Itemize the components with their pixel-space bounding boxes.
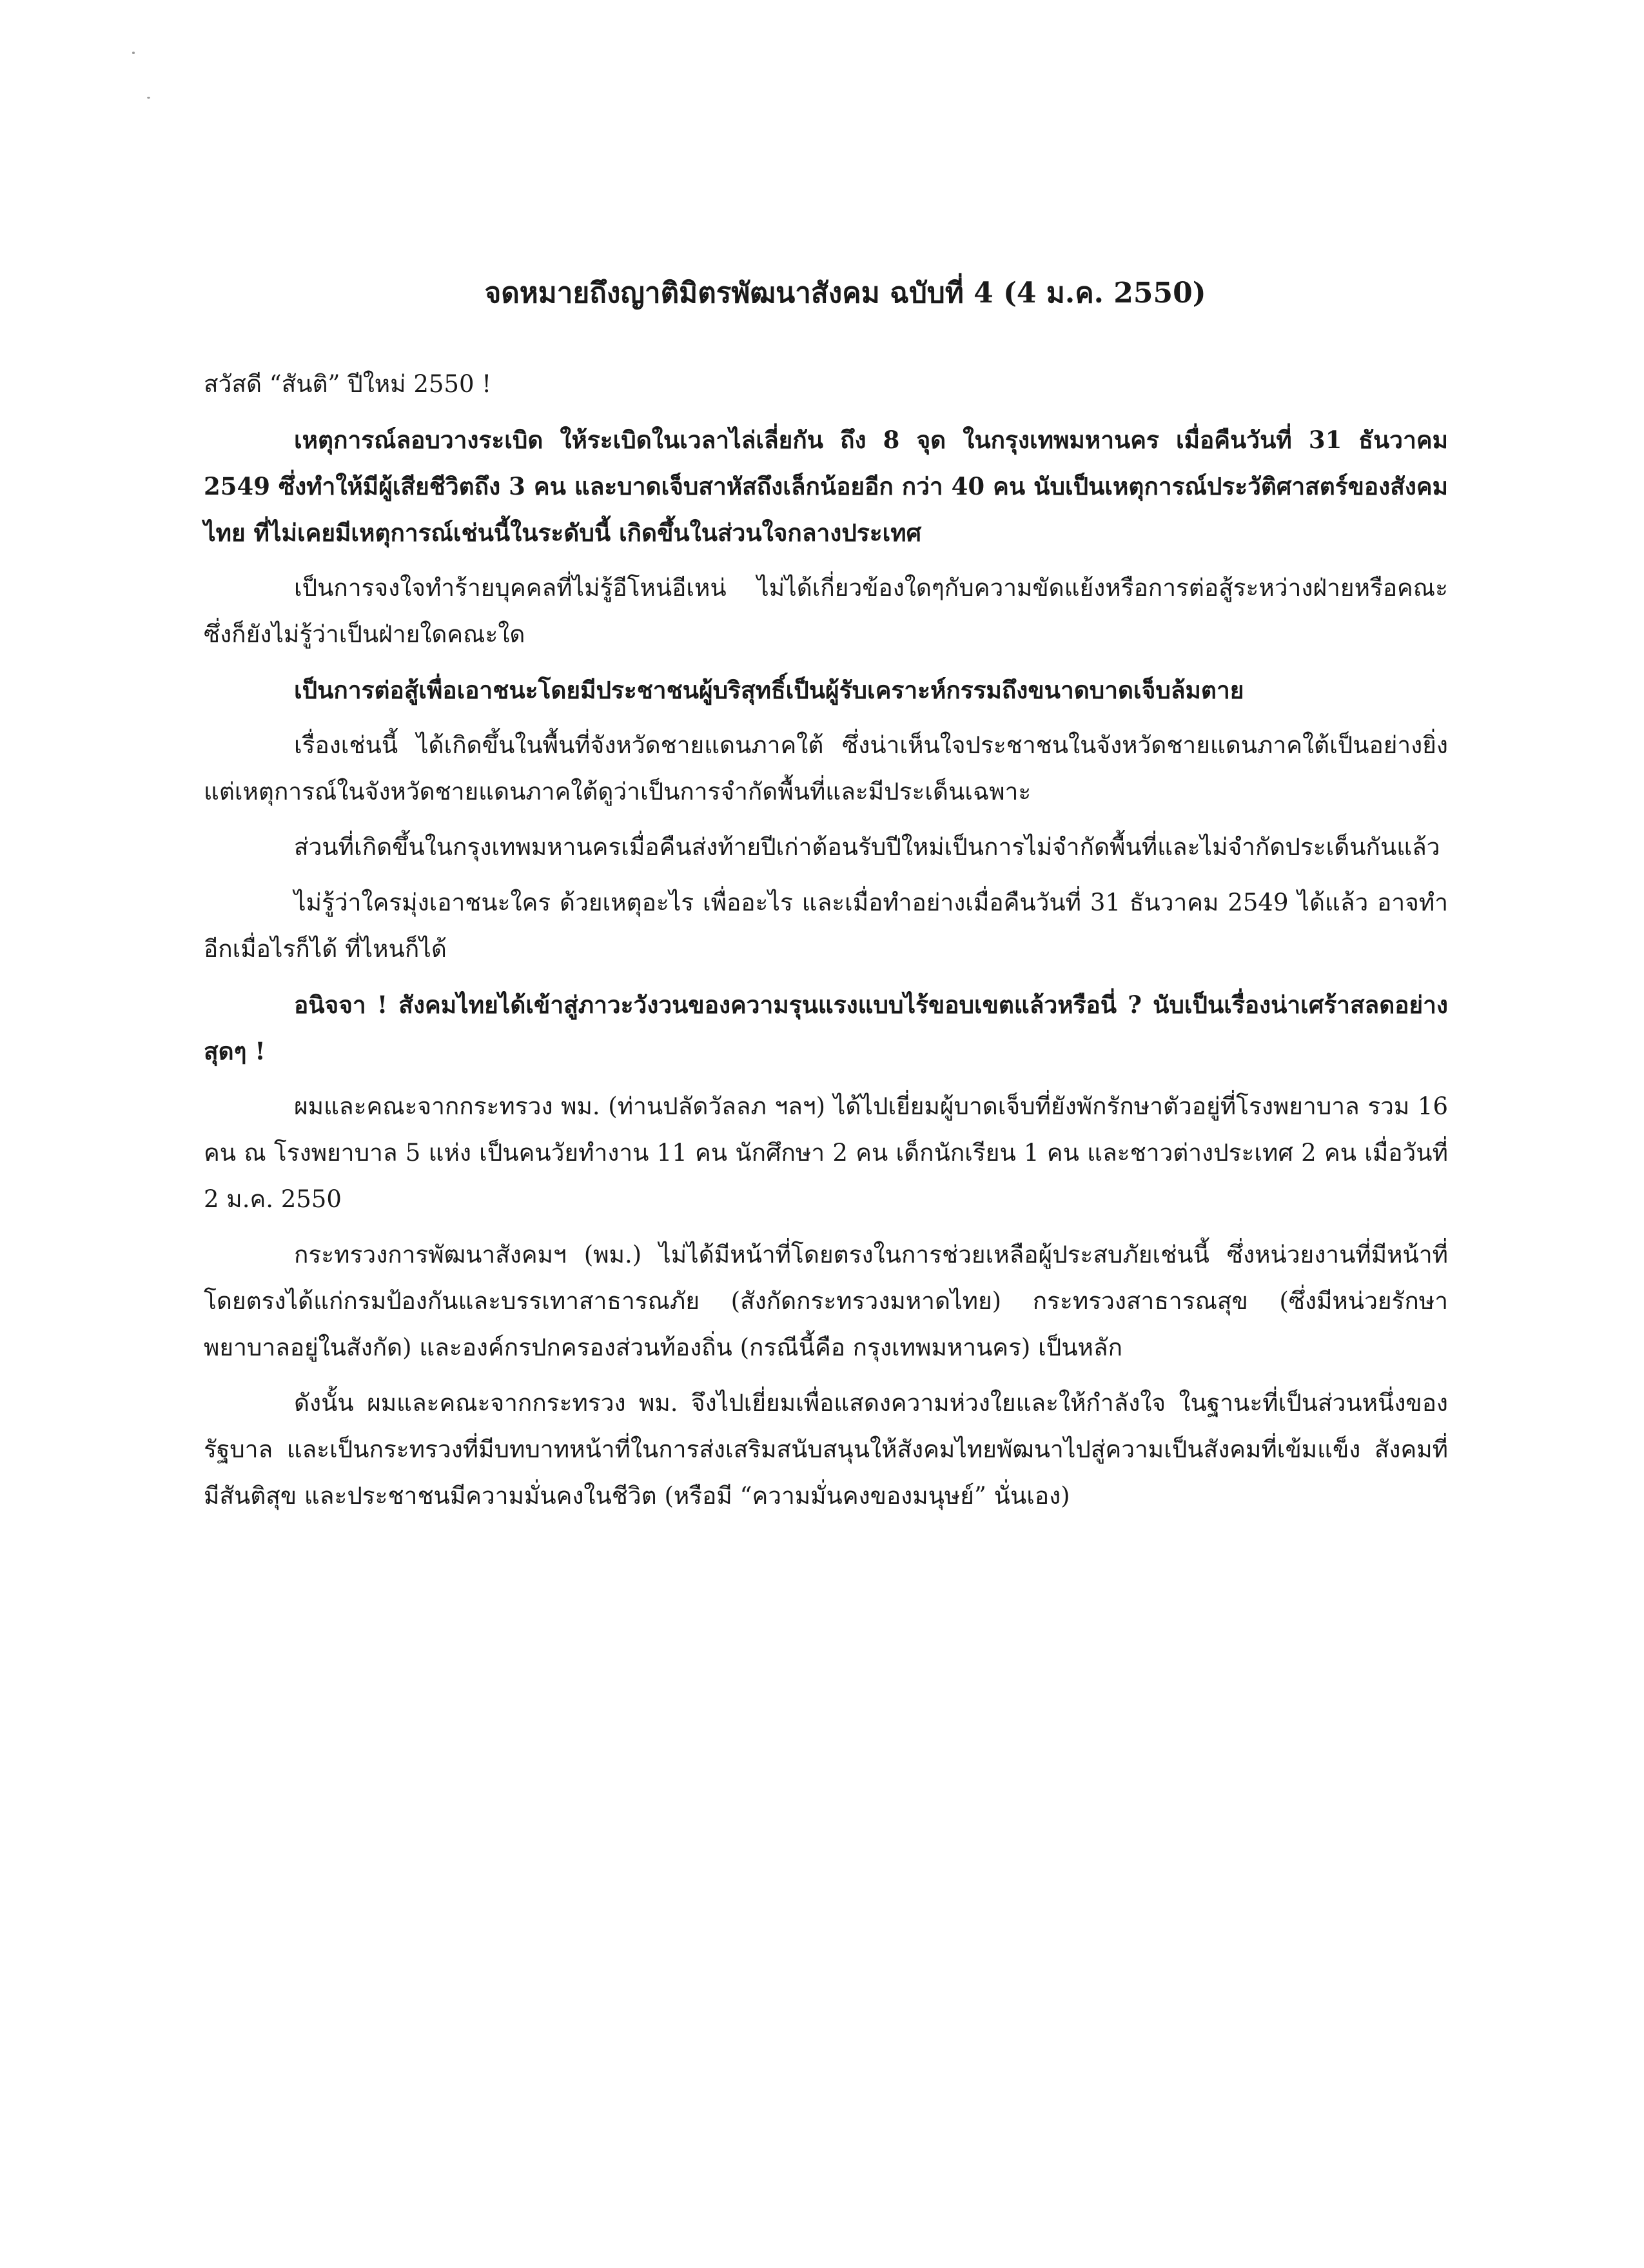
scan-speck xyxy=(147,97,150,99)
paragraph: ไม่รู้ว่าใครมุ่งเอาชนะใคร ด้วยเหตุอะไร เพื่ออะไร และเมื่อทำอย่างเมื่อคืนวันที่ 31 ธันวาคม 2549 ได้แล้ว อาจทำอีกเมื่อไรก็ได้ ที่ไหนก็ได้ xyxy=(204,889,1448,963)
letter-body xyxy=(204,274,1448,1528)
paragraph: เรื่องเช่นนี้ ได้เกิดขึ้นในพื้นที่จังหวัดชายแดนภาคใต้ ซึ่งน่าเห็นใจประชาชนในจังหวัดชายแดนภาคใต้เป็นอย่างยิ่ง แต่เหตุการณ์ในจังหวัดชายแดนภาคใต้ดูว่าเป็นการจำกัดพื้นที่และมีประเด็นเฉพาะ xyxy=(204,731,1448,805)
paragraph: ดังนั้น ผมและคณะจากกระทรวง พม. จึงไปเยี่ยมเพื่อแสดงความห่วงใยและให้กำลังใจ ในฐานะที่เป็นส่วนหนึ่งของรัฐบาล และเป็นกระทรวงที่มีบทบาทหน้าที่ในการส่งเสริมสนับสนุนให้สังคมไทยพัฒนาไปสู่ความเป็นสังคมที่เข้มแข็ง สังคมที่มีสันติสุข และประชาชนมีความมั่นคงในชีวิต (หรือมี “ความมั่นคงของมนุษย์” นั่นเอง) xyxy=(204,1389,1448,1510)
paragraph: ส่วนที่เกิดขึ้นในกรุงเทพมหานครเมื่อคืนส่งท้ายปีเก่าต้อนรับปีใหม่เป็นการไม่จำกัดพื้นที่และไม่จำกัดประเด็นกันแล้ว xyxy=(294,833,1440,861)
paragraph: เป็นการต่อสู้เพื่อเอาชนะโดยมีประชาชนผู้บริสุทธิ์เป็นผู้รับเคราะห์กรรมถึงขนาดบาดเจ็บล้มตาย xyxy=(294,676,1244,704)
paragraph: ผมและคณะจากกระทรวง พม. (ท่านปลัดวัลลภ ฯลฯ) ได้ไปเยี่ยมผู้บาดเจ็บที่ยังพักรักษาตัวอยู่ที่โรงพยาบาล รวม 16 คน ณ โรงพยาบาล 5 แห่ง เป็นคนวัยทำงาน 11 คน นักศึกษา 2 คน เด็กนักเรียน 1 คน และชาวต่างประเทศ 2 คน เมื่อวันที่ 2 ม.ค. 2550 xyxy=(204,1092,1448,1213)
greeting: สวัสดี “สันติ” ปีใหม่ 2550 ! xyxy=(204,370,492,398)
paragraph: กระทรวงการพัฒนาสังคมฯ (พม.) ไม่ได้มีหน้าที่โดยตรงในการช่วยเหลือผู้ประสบภัยเช่นนี้ ซึ่งหน่วยงานที่มีหน้าที่โดยตรงได้แก่กรมป้องกันและบรรเทาสาธารณภัย (สังกัดกระทรวงมหาดไทย) กระทรวงสาธารณสุข (ซึ่งมีหน่วยรักษาพยาบาลอยู่ในสังกัด) และองค์กรปกครองส่วนท้องถิ่น (กรณีนี้คือ กรุงเทพมหานคร) เป็นหลัก xyxy=(204,1241,1448,1361)
scan-speck xyxy=(132,52,135,54)
letter-title: จดหมายถึงญาติมิตรพัฒนาสังคม ฉบับที่ 4 (4 ม.ค. 2550) xyxy=(484,277,1206,310)
paragraph: เหตุการณ์ลอบวางระเบิด ให้ระเบิดในเวลาไล่เลี่ยกัน ถึง 8 จุด ในกรุงเทพมหานคร เมื่อคืนวันที่ 31 ธันวาคม 2549 ซึ่งทำให้มีผู้เสียชีวิตถึง 3 คน และบาดเจ็บสาหัสถึงเล็กน้อยอีก กว่า 40 คน นับเป็นเหตุการณ์ประวัติศาสตร์ของสังคมไทย ที่ไม่เคยมีเหตุการณ์เช่นนี้ในระดับนี้ เกิดขึ้นในส่วนใจกลางประเทศ xyxy=(204,426,1448,547)
paragraph: อนิจจา ! สังคมไทยได้เข้าสู่ภาวะวังวนของความรุนแรงแบบไร้ขอบเขตแล้วหรือนี่ ? นับเป็นเรื่องน่าเศร้าสลดอย่างสุดๆ ! xyxy=(204,991,1448,1065)
paragraph: เป็นการจงใจทำร้ายบุคคลที่ไม่รู้อีโหน่อีเหน่ ไม่ได้เกี่ยวข้องใดๆกับความขัดแย้งหรือการต่อสู้ระหว่างฝ่ายหรือคณะซึ่งก็ยังไม่รู้ว่าเป็นฝ่ายใดคณะใด xyxy=(204,574,1448,648)
